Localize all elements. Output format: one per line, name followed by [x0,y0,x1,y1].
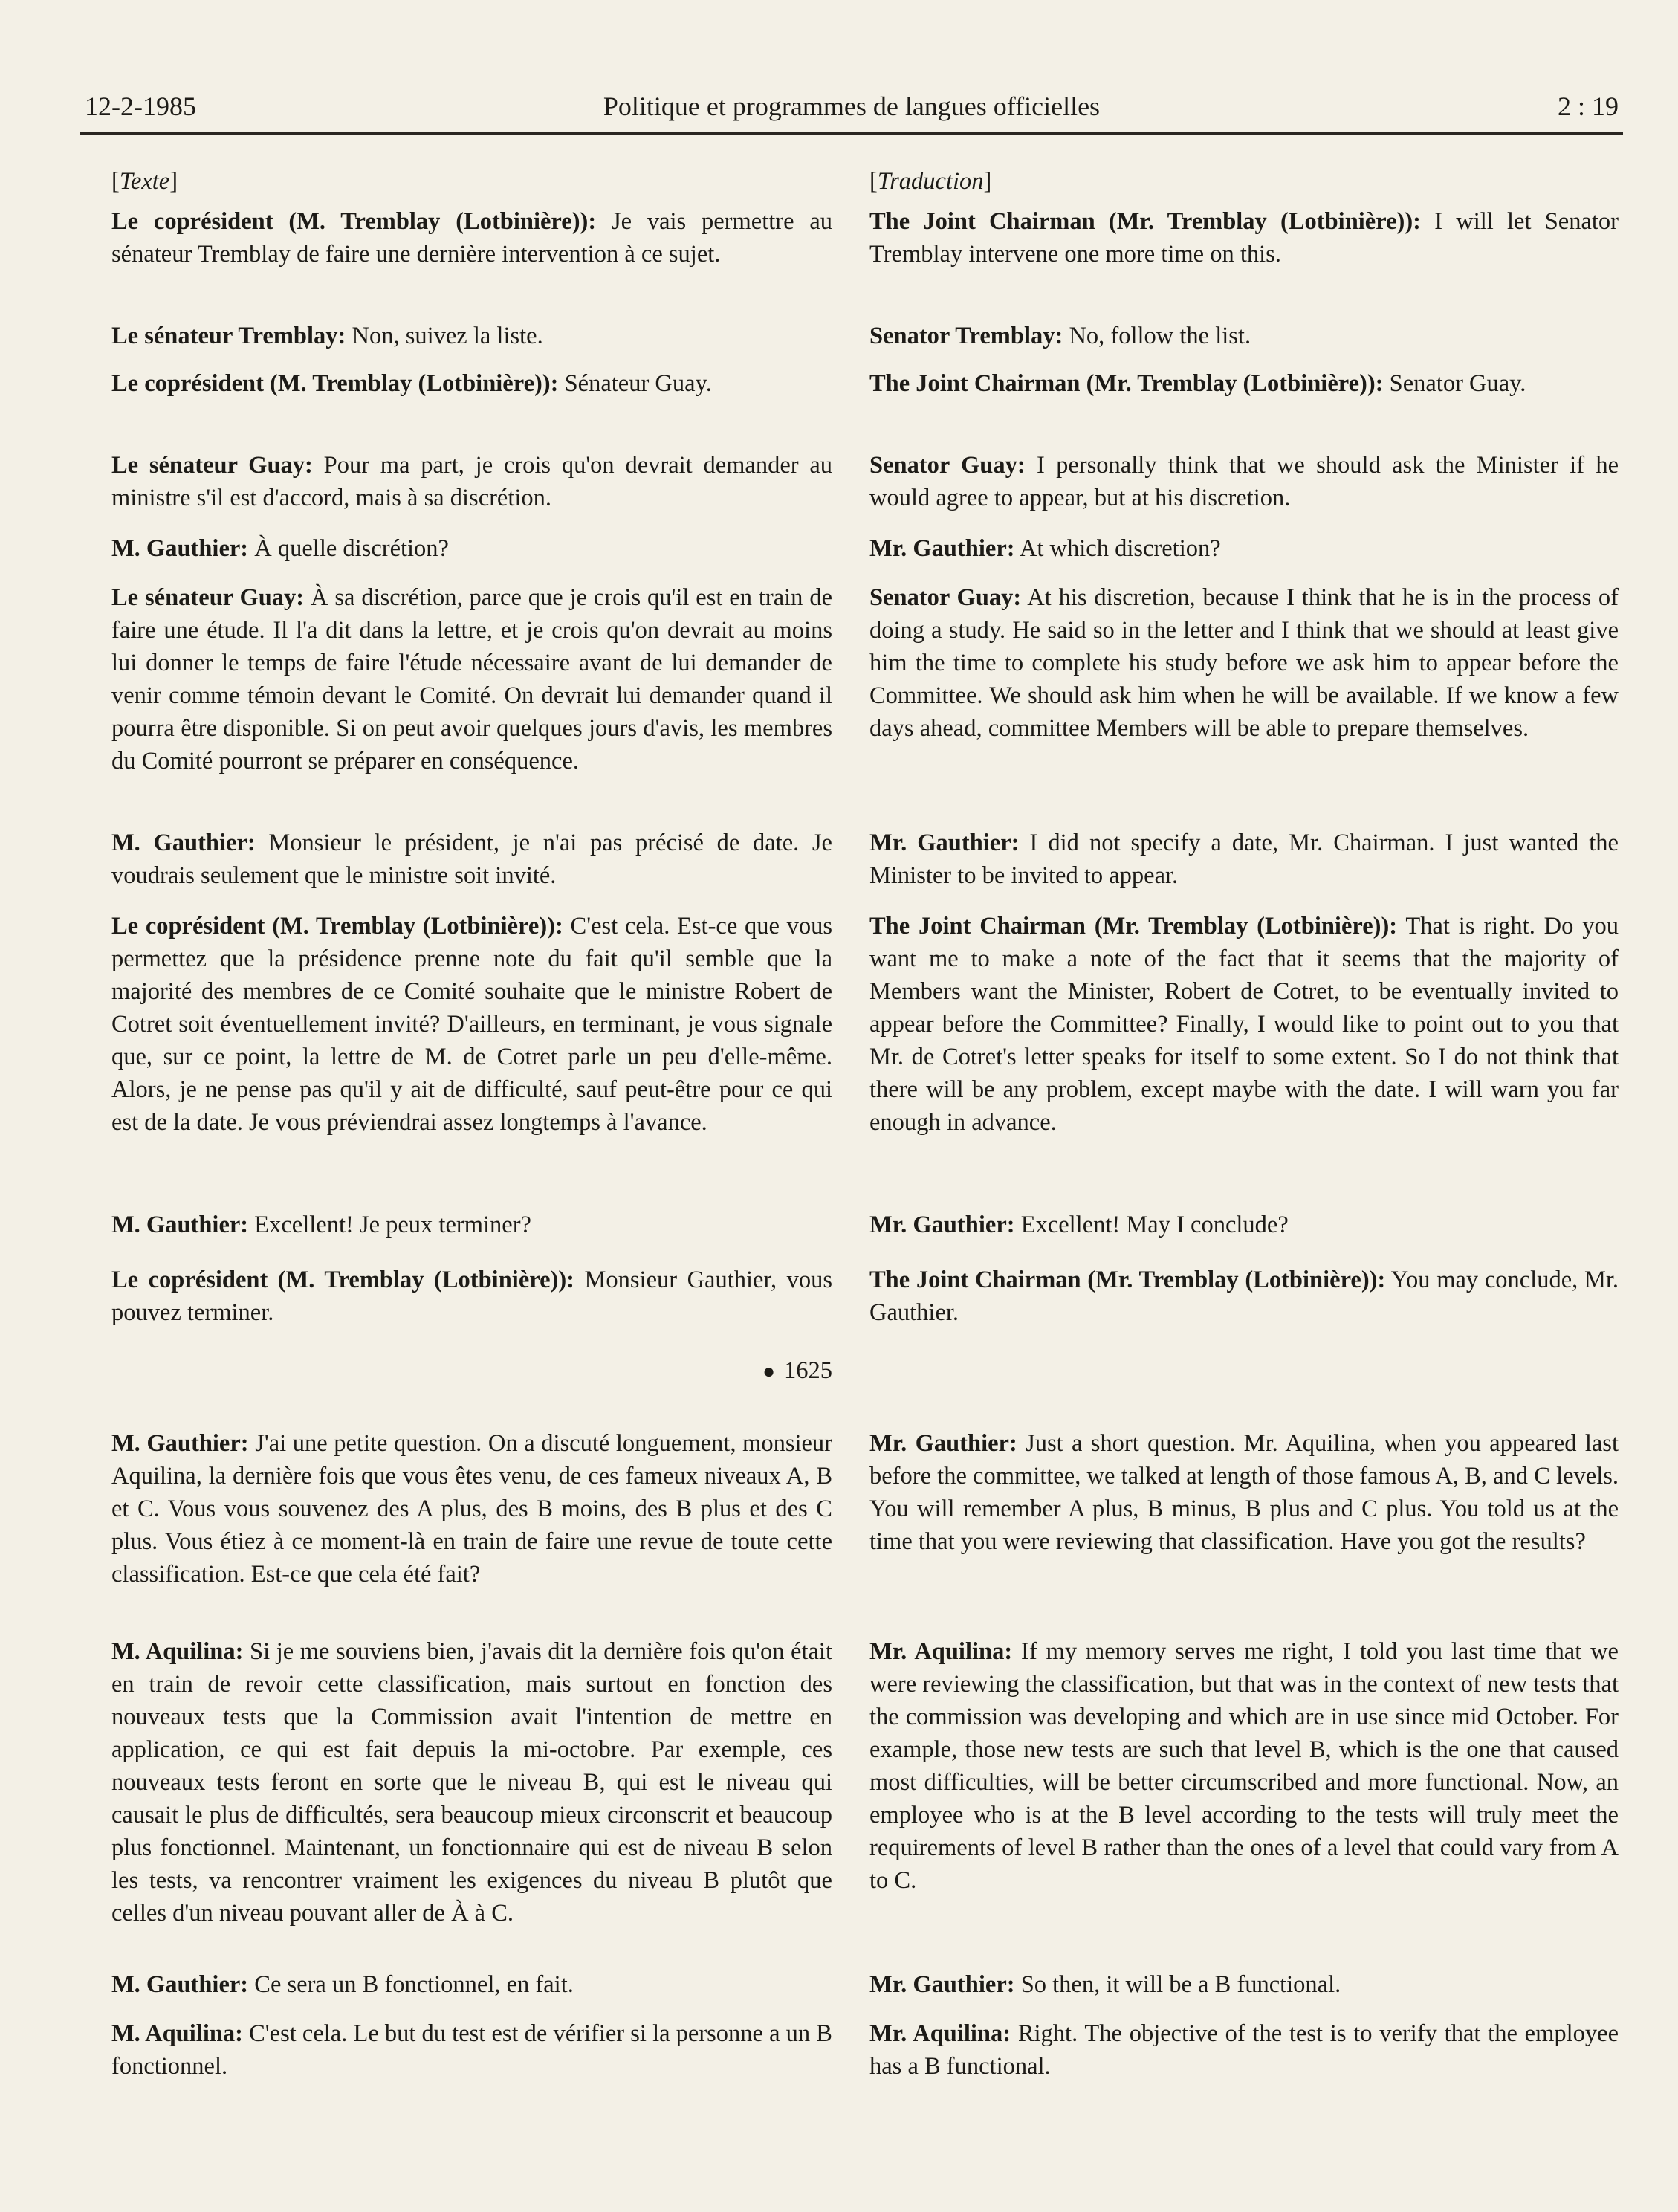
speaker-name: Mr. Aquilina: [869,1638,1013,1665]
speaker-name: M. Aquilina: [111,1638,244,1665]
speech-text: Monsieur Gauthier, vous pouvez terminer. [111,1267,832,1326]
speaker-name: Mr. Gauthier: [869,1212,1015,1238]
speaker-name: Le sénateur Guay: [111,452,313,479]
left-paragraph [111,910,832,1139]
speech-text: À sa discrétion, parce que je crois qu'il est en train de faire une étude. Il l'a dit dans la lettre, et je crois qu'on devrait au moins lui donner le temps de faire l'étude nécessaire avant de lui demander de venir comme témoin devant le Comité. On devrait lui demander quand il pourra être disponible. Si on peut avoir quelques jours d'avis, les membres du Comité pourront se préparer en conséquence. [111,584,832,774]
speech-text: Excellent! May I conclude? [1014,1212,1289,1238]
speech-text: Ce sera un B fonctionnel, en fait. [248,1971,574,1998]
right-paragraph [869,2017,1619,2083]
speaker-name: Le coprésident (M. Tremblay (Lotbinière)): [111,913,563,940]
bullet-icon: ● [762,1360,775,1383]
right-paragraph [869,449,1619,514]
right-paragraph [869,205,1619,271]
right-paragraph [869,1209,1619,1241]
speech-text: À quelle discrétion? [248,535,449,562]
speech-text: If my memory serves me right, I told you last time that we were reviewing the classification, but that was in the context of new tests that the commission was developing and which are in use since mid October. For example, those new tests are such that level B, which is the one that caused most difficulties, will be better circumscribed and more functional. Now, an employee who is at the B level according to the tests will truly meet the requirements of level B rather than the ones of a level that could vary from A to C. [869,1638,1619,1894]
speaker-name: M. Gauthier: [111,535,249,562]
right-paragraph [869,1264,1619,1329]
speech-text: Excellent! Je peux terminer? [248,1212,531,1238]
speech-text: Pour ma part, je crois qu'on devrait demander au ministre s'il est d'accord, mais à sa discrétion. [111,452,833,511]
speech-text: Just a short question. Mr. Aquilina, when you appeared last before the committee, we talked at length of those famous A, B, and C levels. You will remember A plus, B minus, B plus and C plus. You told us at the time that you were reviewing that classification. Have you got the results? [869,1430,1619,1555]
left-section-label: [Texte] [111,168,178,195]
left-paragraph [111,1209,832,1241]
speaker-name: Mr. Gauthier: [869,1430,1017,1457]
header-title: Politique et programmes de langues officielles [603,91,1101,121]
speech-text: Si je me souviens bien, j'avais dit la dernière fois qu'on était en train de revoir cette classification, mais surtout en fonction des nouveaux tests que la Commission avait l'intention de mettre en application, ce qui est fait depuis la mi-octobre. Par exemple, ces nouveaux tests feront en sorte que le niveau B, qui est le niveau qui causait le plus de difficultés, sera beaucoup mieux circonscrit et beaucoup plus fonctionnel. Maintenant, un fonctionnaire qui est de niveau B selon les tests, va rencontrer vraiment les exigences du niveau B plutôt que celles d'un niveau pouvant aller de À à C. [111,1638,832,1927]
right-paragraph [869,367,1619,400]
speaker-name: Mr. Aquilina: [869,2020,1011,2047]
left-paragraph [111,367,832,400]
right-paragraph [869,910,1619,1139]
speech-text: That is right. Do you want me to make a note of the fact that it seems that the majority of Members want the Minister, Robert de Cotret, to be eventually invited to appear before the Committee? Finally, I would like to point out to you that Mr. de Cotret's letter speaks for itself to some extent. So I do not think that there will be any problem, except maybe with the date. I will warn you far enough in advance. [869,913,1619,1136]
left-paragraph [111,1427,832,1591]
left-paragraph [111,205,832,271]
speaker-name: M. Gauthier: [111,830,256,856]
speech-text: Right. The objective of the test is to verify that the employee has a B functional. [869,2020,1619,2080]
speaker-name: Le sénateur Tremblay: [111,323,346,349]
speaker-name: M. Gauthier: [111,1971,249,1998]
right-paragraph [869,827,1619,892]
speech-text: Monsieur le président, je n'ai pas précisé de date. Je voudrais seulement que le ministre soit invité. [111,830,832,889]
speech-text: At his discretion, because I think that he is in the process of doing a study. He said so in the letter and I think that we should at least give him the time to complete his study before we ask him to appear before the Committee. We should ask him when he will be available. If we know a few days ahead, committee Members will be able to prepare themselves. [869,584,1619,742]
left-paragraph [111,532,832,565]
speaker-name: Le coprésident (M. Tremblay (Lotbinière)): [111,370,559,397]
page-header [80,88,1623,135]
left-section-label-text: Texte [119,168,170,195]
left-paragraph [111,320,832,352]
speaker-name: The Joint Chairman (Mr. Tremblay (Lotbinière)): [869,208,1421,235]
speaker-name: The Joint Chairman (Mr. Tremblay (Lotbinière)): [869,913,1398,940]
right-paragraph [869,1968,1619,2001]
speech-text: I did not specify a date, Mr. Chairman. I just wanted the Minister to be invited to appear. [869,830,1619,889]
right-paragraph [869,532,1619,565]
speech-text: Je vais permettre au sénateur Tremblay de faire une dernière intervention à ce sujet. [111,208,832,268]
speaker-name: Senator Guay: [869,452,1026,479]
left-paragraph [111,1264,832,1329]
time-marker-text: 1625 [784,1357,832,1384]
speech-text: No, follow the list. [1063,323,1251,349]
left-paragraph [111,449,832,514]
speech-text: C'est cela. Le but du test est de vérifier si la personne a un B fonctionnel. [111,2020,832,2080]
speaker-name: M. Gauthier: [111,1430,249,1457]
speaker-name: The Joint Chairman (Mr. Tremblay (Lotbinière)): [869,1267,1386,1293]
speaker-name: Senator Tremblay: [869,323,1063,349]
speaker-name: M. Gauthier: [111,1212,249,1238]
right-section-label: [Traduction] [869,168,992,195]
speech-text: You may conclude, Mr. Gauthier. [869,1267,1619,1326]
speaker-name: Le coprésident (M. Tremblay (Lotbinière)): [111,1267,574,1293]
speaker-name: Mr. Gauthier: [869,535,1015,562]
speaker-name: Mr. Gauthier: [869,1971,1015,1998]
speech-text: Senator Guay. [1383,370,1526,397]
speaker-name: Senator Guay: [869,584,1022,611]
speech-text: Sénateur Guay. [558,370,712,397]
speech-text: I will let Senator Tremblay intervene one more time on this. [869,208,1619,268]
right-paragraph [869,1635,1619,1897]
left-paragraph [111,827,832,892]
speech-text: At which discretion? [1014,535,1221,562]
speech-text: Non, suivez la liste. [346,323,543,349]
speech-text: J'ai une petite question. On a discuté longuement, monsieur Aquilina, la dernière fois que vous êtes venu, de ces fameux niveaux A, B et C. Vous vous souvenez des A plus, des B moins, des B plus et des C plus. Vous étiez à ce moment-là en train de faire une revue de toute cette classification. Est-ce que cela été fait? [111,1430,832,1588]
speaker-name: Mr. Gauthier: [869,830,1020,856]
speech-text: So then, it will be a B functional. [1014,1971,1341,1998]
speaker-name: Le sénateur Guay: [111,584,305,611]
speaker-name: The Joint Chairman (Mr. Tremblay (Lotbinière)): [869,370,1384,397]
speech-text: I personally think that we should ask the Minister if he would agree to appear, but at his discretion. [869,452,1619,511]
header-page-number: 2 : 19 [1557,91,1619,121]
left-paragraph [111,1968,832,2001]
right-section-label-text: Traduction [877,168,984,195]
speaker-name: Le coprésident (M. Tremblay (Lotbinière)): [111,208,597,235]
time-marker [111,1357,832,1385]
speaker-name: M. Aquilina: [111,2020,243,2047]
speech-text: C'est cela. Est-ce que vous permettez que la présidence prenne note du fait qu'il semble que la majorité des membres de ce Comité souhaite que le ministre Robert de Cotret soit éventuellement invité? D'ailleurs, en terminant, je vous signale que, sur ce point, la lettre de M. de Cotret parle un peu d'elle-même. Alors, je ne pense pas qu'il y ait de difficulté, sauf peut-être pour ce qui est de la date. Je vous préviendrai assez longtemps à l'avance. [111,913,832,1136]
left-paragraph [111,581,832,777]
right-paragraph [869,581,1619,745]
header-date: 12-2-1985 [85,91,196,121]
left-paragraph [111,1635,832,1930]
left-paragraph [111,2017,832,2083]
right-paragraph [869,1427,1619,1558]
right-paragraph [869,320,1619,352]
